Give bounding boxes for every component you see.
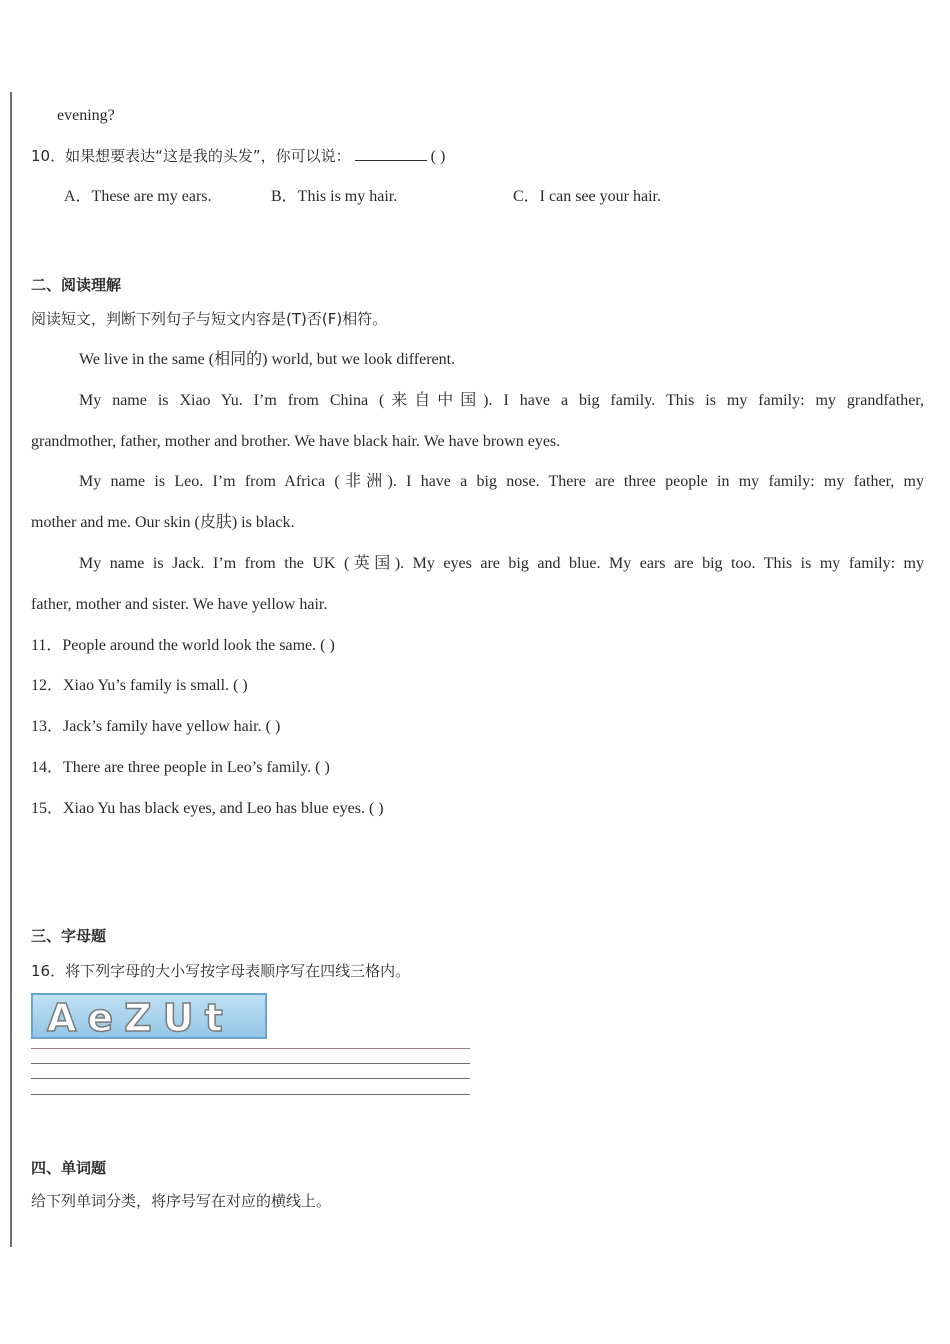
passage-p4-line2: father, mother and sister. We have yellow hair. [31, 596, 328, 613]
writing-line-4[interactable] [31, 1094, 470, 1095]
q10-text: 10．如果想要表达“这是我的头发”，你可以说： [31, 147, 351, 165]
passage-p3-line1: My name is Leo. I’m from Africa (非洲). I have a big nose. There are three people in my family: my father, my [79, 473, 924, 490]
q10-answer-blank[interactable] [355, 146, 427, 161]
question-13[interactable]: 13．Jack’s family have yellow hair. ( ) [31, 718, 281, 735]
writing-line-3[interactable] [31, 1078, 470, 1079]
question-12[interactable]: 12．Xiao Yu’s family is small. ( ) [31, 677, 248, 694]
letters-graphic [33, 995, 265, 1037]
passage-p4-line1: My name is Jack. I’m from the UK (英国). My eyes are big and blue. My ears are big too. This is my family: my [79, 555, 924, 572]
passage-p3-line2: mother and me. Our skin (皮肤) is black. [31, 514, 295, 531]
writing-line-2[interactable] [31, 1063, 470, 1064]
page-margin-rule [10, 92, 12, 1247]
q10-paren: ( ) [430, 148, 446, 165]
section4-instruction: 给下列单词分类，将序号写在对应的横线上。 [31, 1192, 332, 1210]
question-16: 16．将下列字母的大小写按字母表顺序写在四线三格内。 [31, 962, 411, 980]
letters-text: AeZUt [47, 996, 234, 1037]
passage-p2-line1: My name is Xiao Yu. I’m from China (来自中国). I have a big family. This is my family: my grandfather, [79, 392, 924, 409]
passage-p1: We live in the same (相同的) world, but we look different. [79, 351, 456, 368]
q10-option-b[interactable]: B．This is my hair. [271, 188, 398, 205]
section2-instruction: 阅读短文，判断下列句子与短文内容是(T)否(F)相符。 [31, 310, 388, 328]
q10-stem [31, 146, 445, 167]
section2-title: 二、阅读理解 [31, 276, 122, 294]
letters-image [31, 993, 267, 1039]
q9-continuation: evening? [57, 107, 115, 124]
question-15[interactable]: 15．Xiao Yu has black eyes, and Leo has blue eyes. ( ) [31, 800, 384, 817]
section4-title: 四、单词题 [31, 1159, 107, 1177]
q10-option-a[interactable]: A．These are my ears. [64, 188, 212, 205]
q10-option-c[interactable]: C．I can see your hair. [513, 188, 661, 205]
question-14[interactable]: 14．There are three people in Leo’s family. ( ) [31, 759, 330, 776]
passage-p2-line2: grandmother, father, mother and brother. We have black hair. We have brown eyes. [31, 433, 561, 450]
writing-line-1[interactable] [31, 1048, 470, 1049]
section3-title: 三、字母题 [31, 927, 107, 945]
question-11[interactable]: 11．People around the world look the same. ( ) [31, 637, 335, 654]
